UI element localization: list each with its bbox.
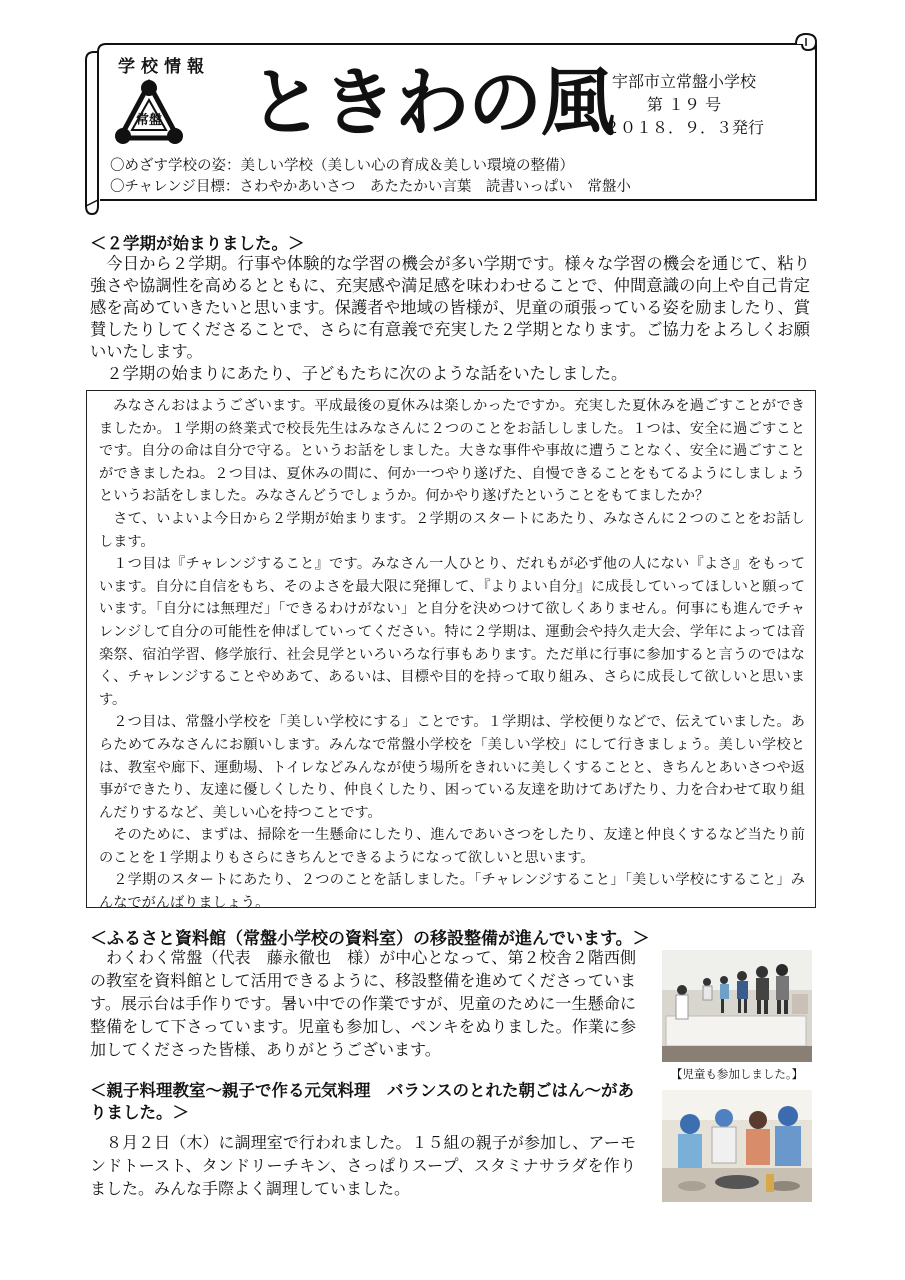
school-emblem-icon [114,78,184,148]
museum-work-photo [662,950,812,1062]
speech-paragraph-2: さて、いよいよ今日から２学期が始まります。２学期のスタートにあたり、みなさんに２つのことをお話しします。 [99,510,805,550]
masthead-banner [84,30,820,216]
section3-paragraph: ８月２日（木）に調理室で行われました。１５組の親子が参加し、アーモンドトースト、タンドリーチキン、さっぱりスープ、スタミナサラダを作りました。みんな手際よく調理していました。 [90,1133,636,1198]
principal-speech-box [86,390,816,912]
masthead-label: 学校情報 [118,57,210,77]
issue-info [574,70,794,139]
speech-paragraph-3: １つ目は『チャレンジすること』です。みなさん一人ひとり、だれもが必ず他の人にない『よさ』をもっています。自分に自信をもち、そのよさを最大限に発揮して、『よりよい自分』に成長していってほしいと願っています。「自分には無理だ」「できるわけがない」と自分を決めつけて欲しくありません。何事にも進んでチャレンジして自分の可能性を伸ばしていってください。特に２学期は、運動会や持久走大会、学年によっては音楽祭、宿泊学習、修学旅行、社会見学といろいろな行事もあります。ただ単に行事に参加すると言うのではなく、チャレンジすることやめあて、あるいは、目標や目的を持って取り組み、さらに成長して欲しいと思います。 [99,556,806,708]
newsletter-title: ときわの風 [249,60,614,146]
cooking-class-photo [662,1090,812,1202]
section3-heading: ＜親子料理教室～親子で作る元気料理 バランスのとれた朝ごはん～がありました。＞ [90,1081,635,1122]
school-goals [110,156,631,198]
goal-line-1: 〇めざす学校の姿：美しい学校（美しい心の育成＆美しい環境の整備） [110,158,574,174]
speech-paragraph-6: ２学期のスタートにあたり、２つのことを話しました。「チャレンジすること」「美しい学校にすること」みんなでがんばりましょう。 [99,872,805,912]
section2-paragraph: わくわく常盤（代表 藤永徹也 様）が中心となって、第２校舎２階西側の教室を資料館として活用できるように、移設整備を進めてくださっています。展示台は手作りです。暑い中での作業ですが、児童のために一生懸命に整備をして下さっています。児童も参加し、ペンキをぬりました。作業に参加してくださった皆様、ありがとうございます。 [90,948,636,1059]
photo-caption: 【児童も参加しました。】 [670,1067,804,1081]
school-name: 宇部市立常盤小学校 [611,72,756,91]
museum-work-photo-icon [662,950,812,1062]
section1-intro-line: ２学期の始まりにあたり、子どもたちに次のような話をいたしました。 [106,364,628,383]
section1-heading: ＜２学期が始まりました。＞ [90,234,305,253]
speech-paragraph-5: そのために、まずは、掃除を一生懸命にしたり、進んであいさつをしたり、友達と仲良くするなど当たり前のことを１学期よりもさらにきちんとできるようになって欲しいと思います。 [99,827,805,866]
issue-number: 第 １９ 号 [646,95,722,114]
speech-paragraph-1: みなさんおはようございます。平成最後の夏休みは楽しかったですか。充実した夏休みを過ごすことができましたか。１学期の終業式で校長先生はみなさんに２つのことをお話ししました。１つは、安全に過ごすことです。自分の命は自分で守る。というお話をしました。大きな事件や事故に遭うことなく、安全に過ごすことができましたね。２つ目は、夏休みの間に、何か一つやり遂げた、自慢できることをもてるようにしましょうというお話をしました。みなさんどうでしょうか。何かやり遂げたということをもてましたか？ [99,398,805,505]
emblem-text: 常盤 [135,113,163,128]
section1-paragraph: 今日から２学期。行事や体験的な学習の機会が多い学期です。様々な学習の機会を通じて、粘り強さや協調性を高めるとともに、充実感や満足感を味わわせることで、仲間意識の向上や自己肯定感を高めていきたいと思います。保護者や地域の皆様が、児童の頑張っている姿を励ましたり、賞賛したりしてくださることで、さらに有意義で充実した２学期となります。ご協力をよろしくお願いいたします。 [90,254,810,361]
goal-line-2: 〇チャレンジ目標：さわやかあいさつ あたたかい言葉 読書いっぱい 常盤小 [110,179,631,195]
issue-date: ２０１８．９．３発行 [603,118,764,137]
cooking-class-photo-icon [662,1090,812,1202]
speech-paragraph-4: ２つ目は、常盤小学校を「美しい学校にする」ことです。１学期は、学校便りなどで、伝えていました。あらためてみなさんにお願いします。みんなで常盤小学校を「美しい学校」にして行きましょう。美しい学校とは、教室や廊下、運動場、トイレなどみんなが使う場所をきれいに美しくすることと、きちんとあいさつや返事ができたり、友達に優しくしたり、仲良くしたり、困っている友達を助けてあげたり、力を合わせて取り組んだりするなど、美しい心を持つことです。 [99,714,805,821]
section2-heading: ＜ふるさと資料館（常盤小学校の資料室）の移設整備が進んでいます。＞ [90,929,650,949]
